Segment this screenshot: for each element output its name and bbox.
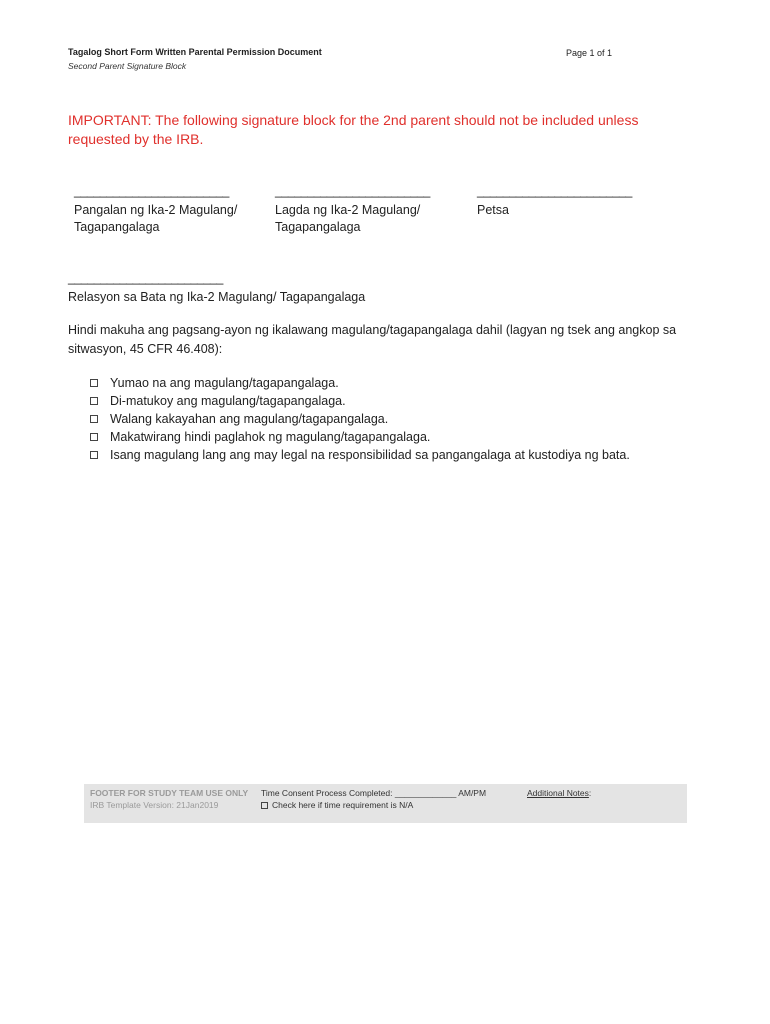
na-check-row[interactable]: [261, 800, 413, 810]
relation-line[interactable]: ________________________: [68, 271, 223, 285]
reason-intro: Hindi makuha ang pagsang-ayon ng ikalawang magulang/tagapangalaga dahil (lagyan ng tsek ang angkop sa sitwasyon, 45 CFR 46.408):: [68, 323, 677, 356]
additional-notes-label: Additional Notes: [527, 788, 589, 798]
name-label-line1: Pangalan ng Ika-2 Magulang/: [74, 203, 238, 217]
reason-text: Isang magulang lang ang may legal na responsibilidad sa pangangalaga at kustodiya ng bata.: [110, 448, 630, 462]
template-version: IRB Template Version: 21Jan2019: [90, 800, 219, 810]
reason-item[interactable]: [90, 374, 630, 392]
reason-text: Makatwirang hindi paglahok ng magulang/tagapangalaga.: [110, 430, 431, 444]
reason-item[interactable]: [90, 392, 630, 410]
name-signature-line[interactable]: ________________________: [74, 184, 229, 198]
page-number: Page 1 of 1: [566, 48, 613, 58]
checkbox[interactable]: [90, 415, 98, 423]
important-notice: IMPORTANT: The following signature block for the 2nd parent should not be included unless requested by the IRB.: [68, 112, 639, 147]
signature-label: [275, 202, 420, 236]
document-subtitle: Second Parent Signature Block: [68, 61, 187, 71]
checkbox[interactable]: [90, 433, 98, 441]
checkbox[interactable]: [90, 397, 98, 405]
study-team-footer: [84, 784, 687, 823]
na-checkbox[interactable]: [261, 802, 268, 809]
time-completed-field[interactable]: Time Consent Process Completed: _____________ AM/PM: [261, 788, 487, 798]
notes-colon: :: [588, 788, 592, 798]
reason-item[interactable]: [90, 410, 630, 428]
relation-label: Relasyon sa Bata ng Ika-2 Magulang/ Tagapangalaga: [68, 290, 366, 304]
additional-notes[interactable]: [527, 788, 591, 798]
signature-label-line2: Tagapangalaga: [275, 220, 361, 234]
reason-text: Di-matukoy ang magulang/tagapangalaga.: [110, 394, 346, 408]
name-label: [74, 202, 237, 236]
date-label: Petsa: [477, 203, 509, 217]
date-line[interactable]: ________________________: [477, 184, 632, 198]
reason-checklist: [90, 374, 630, 464]
checkbox[interactable]: [90, 451, 98, 459]
na-check-label: Check here if time requirement is N/A: [272, 800, 414, 810]
reason-text: Yumao na ang magulang/tagapangalaga.: [110, 376, 339, 390]
footer-heading: FOOTER FOR STUDY TEAM USE ONLY: [90, 788, 249, 798]
reason-text: Walang kakayahan ang magulang/tagapangalaga.: [110, 412, 389, 426]
reason-item[interactable]: [90, 446, 630, 464]
name-label-line2: Tagapangalaga: [74, 220, 160, 234]
document-title: Tagalog Short Form Written Parental Permission Document: [68, 47, 322, 57]
signature-line[interactable]: ________________________: [275, 184, 430, 198]
checkbox[interactable]: [90, 379, 98, 387]
signature-label-line1: Lagda ng Ika-2 Magulang/: [275, 203, 421, 217]
reason-item[interactable]: [90, 428, 630, 446]
